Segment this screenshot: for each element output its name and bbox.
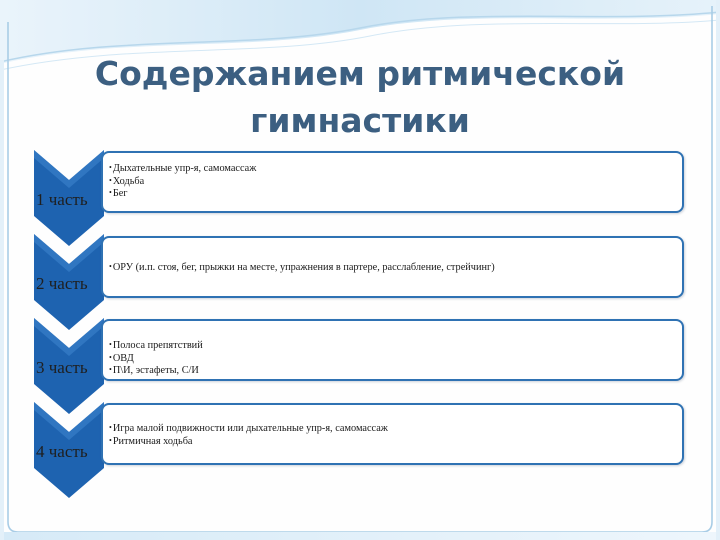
part-3-item-1-text: Полоса препятствий: [112, 340, 203, 351]
slide-title: [80, 50, 640, 144]
part-2-item-1-text: ОРУ (и.п. стоя, бег, прыжки на месте, упражнения в партере, расслабление, стрейчинг): [112, 262, 495, 273]
part-3-list: [109, 339, 674, 377]
list-item: •ОРУ (и.п. стоя, бег, прыжки на месте, упражнения в партере, расслабление, стрейчинг): [109, 262, 495, 273]
part-1-box: [101, 151, 684, 213]
list-item: •Ходьба: [109, 175, 145, 187]
part-3-label: 3 часть: [36, 358, 88, 377]
part-4-list: [109, 422, 674, 447]
part-4-item-1-text: Игра малой подвижности или дыхательные упр-я, самомассаж: [112, 423, 388, 434]
list-item: •Бег: [109, 188, 128, 199]
part-1-item-1-text: Дыхательные упр-я, самомассаж: [112, 163, 257, 174]
list-item: •П\И, эстафеты, С/И: [109, 365, 199, 376]
left-bar: [0, 60, 4, 540]
part-2-label: 2 часть: [36, 274, 88, 293]
right-bar: [716, 0, 720, 540]
part-2-box: [101, 236, 684, 298]
list-item: •Игра малой подвижности или дыхательные упр-я, самомассаж: [109, 423, 388, 434]
list-item: •ОВД: [109, 352, 134, 364]
part-1-item-2-text: Ходьба: [112, 175, 145, 187]
list-item: •Ритмичная ходьба: [109, 435, 193, 447]
slide-title-line-1: Содержанием ритмической: [94, 54, 626, 93]
part-1-list: [109, 162, 674, 200]
part-2-list: [109, 261, 674, 274]
list-item: •Полоса препятствий: [109, 340, 203, 351]
list-item: •Дыхательные упр-я, самомассаж: [109, 163, 257, 174]
part-4-label: 4 часть: [36, 442, 88, 461]
part-4-item-2-text: Ритмичная ходьба: [112, 435, 193, 447]
part-1-label: 1 часть: [36, 190, 88, 209]
part-3-item-3-text: П\И, эстафеты, С/И: [112, 365, 199, 376]
slide-title-line-2: гимнастики: [250, 101, 470, 140]
part-3-item-2-text: ОВД: [112, 352, 134, 364]
bottom-band: [0, 532, 720, 540]
part-4-box: [101, 403, 684, 465]
part-1-item-3-text: Бег: [112, 188, 128, 199]
part-3-box: [101, 319, 684, 381]
